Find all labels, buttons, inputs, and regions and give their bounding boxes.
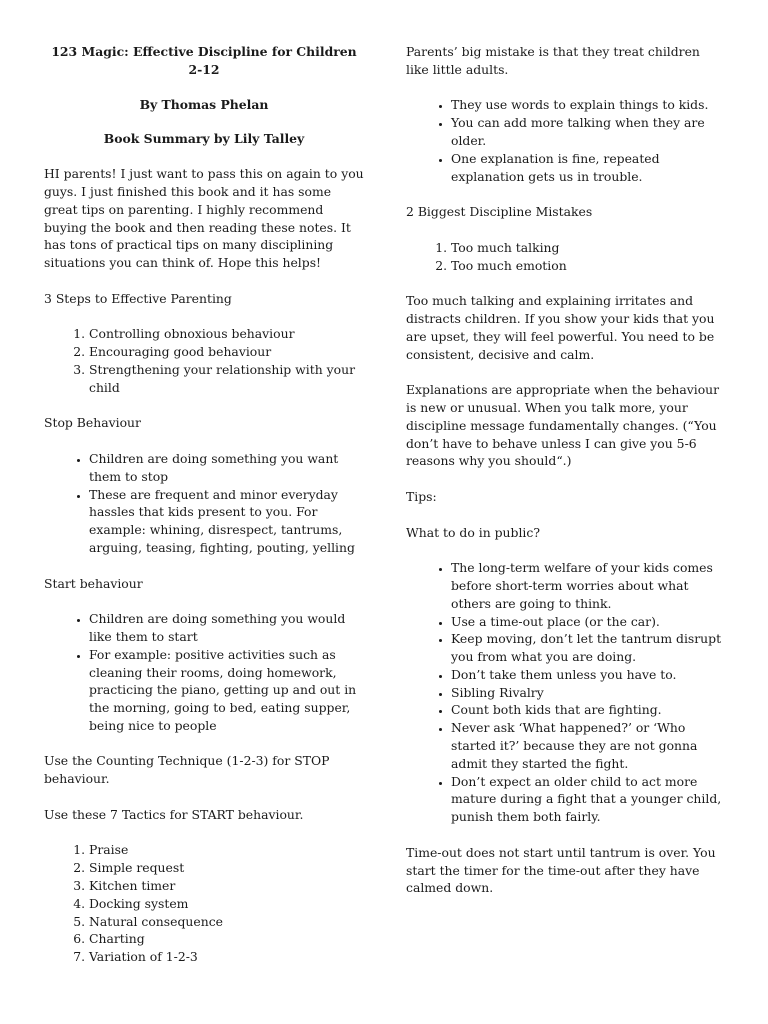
steps-heading: 3 Steps to Effective Parenting [44,290,232,306]
parents-mistake-paragraph: Parents’ big mistake is that they treat children like little adults. [406,44,700,77]
list-item: • Count both kids that are fighting. [451,701,724,719]
start-list [44,610,364,735]
summary-byline: Book Summary by Lily Talley [103,131,305,147]
stop-list [44,450,364,557]
document-title: 123 Magic: Effective Discipline for Children 2-12 [51,44,357,77]
list-item: 3. Kitchen timer [89,877,364,895]
public-list [406,559,724,826]
list-item: 2. Encouraging good behaviour [89,343,364,361]
list-item: 6. Charting [89,930,364,948]
list-item: • One explanation is fine, repeated explanation gets us in trouble. [451,150,724,186]
mistakes-list [406,239,724,275]
steps-list [44,325,364,396]
list-item: • Children are doing something you would like them to start [89,610,364,646]
counting-note: Use the Counting Technique (1-2-3) for STOP behaviour. [44,753,330,787]
left-column [44,43,364,984]
list-item: 2. Too much emotion [451,257,724,275]
list-item: • Don’t take them unless you have to. [451,666,724,684]
explanations-paragraph: Explanations are appropriate when the behaviour is new or unusual. When you talk more, your discipline message fundamentally changes. (“You don’t have to behave unless I can give you 5-6 reasons why you should“.) [406,382,720,469]
list-item: • Children are doing something you want them to stop [89,450,364,486]
list-item: 1. Controlling obnoxious behaviour [89,325,364,343]
tips-heading: Tips: [406,488,437,504]
list-item: • For example: positive activities such as cleaning their rooms, doing homework, practicing the piano, getting up and out in the morning, going to bed, eating supper, being nice to people [89,646,364,735]
list-item: • You can add more talking when they are older. [451,114,724,150]
list-item: • They use words to explain things to kids. [451,96,724,114]
words-list [406,96,724,185]
mistakes-heading: 2 Biggest Discipline Mistakes [406,204,593,220]
public-heading: What to do in public? [406,524,540,540]
list-item: 5. Natural consequence [89,913,364,931]
list-item: • Use a time-out place (or the car). [451,613,724,631]
start-heading: Start behaviour [44,575,143,591]
list-item: • The long-term welfare of your kids comes before short-term worries about what others are going to think. [451,559,724,612]
list-item: • Sibling Rivalry [451,684,724,702]
right-column [406,43,724,915]
author-line: By Thomas Phelan [139,96,269,112]
list-item: 1. Too much talking [451,239,724,257]
list-item: • Don’t expect an older child to act more mature during a fight that a younger child, punish them both fairly. [451,773,724,826]
list-item: 4. Docking system [89,895,364,913]
tactics-heading: Use these 7 Tactics for START behaviour. [44,806,304,822]
intro-paragraph: HI parents! I just want to pass this on again to you guys. I just finished this book and it has some great tips on parenting. I highly recommend buying the book and then reading these notes. It has tons of practical tips on many disciplining situations you can think of. Hope this helps! [44,166,364,271]
list-item: 3. Strengthening your relationship with your child [89,361,364,397]
list-item: 2. Simple request [89,859,364,877]
list-item: • These are frequent and minor everyday hassles that kids present to you. For example: whining, disrespect, tantrums, arguing, teasing, fighting, pouting, yelling [89,486,364,557]
list-item: • Keep moving, don’t let the tantrum disrupt you from what you are doing. [451,630,724,666]
tactics-list [44,841,364,966]
list-item: 1. Praise [89,841,364,859]
talking-paragraph: Too much talking and explaining irritates and distracts children. If you show your kids that you are upset, they will feel powerful. You need to be consistent, decisive and calm. [406,293,715,362]
list-item: 7. Variation of 1-2-3 [89,948,364,966]
stop-heading: Stop Behaviour [44,415,141,431]
list-item: • Never ask ‘What happened?’ or ‘Who started it?’ because they are not gonna admit they started the fight. [451,719,724,772]
timeout-paragraph: Time-out does not start until tantrum is over. You start the timer for the time-out after they have calmed down. [406,844,716,896]
